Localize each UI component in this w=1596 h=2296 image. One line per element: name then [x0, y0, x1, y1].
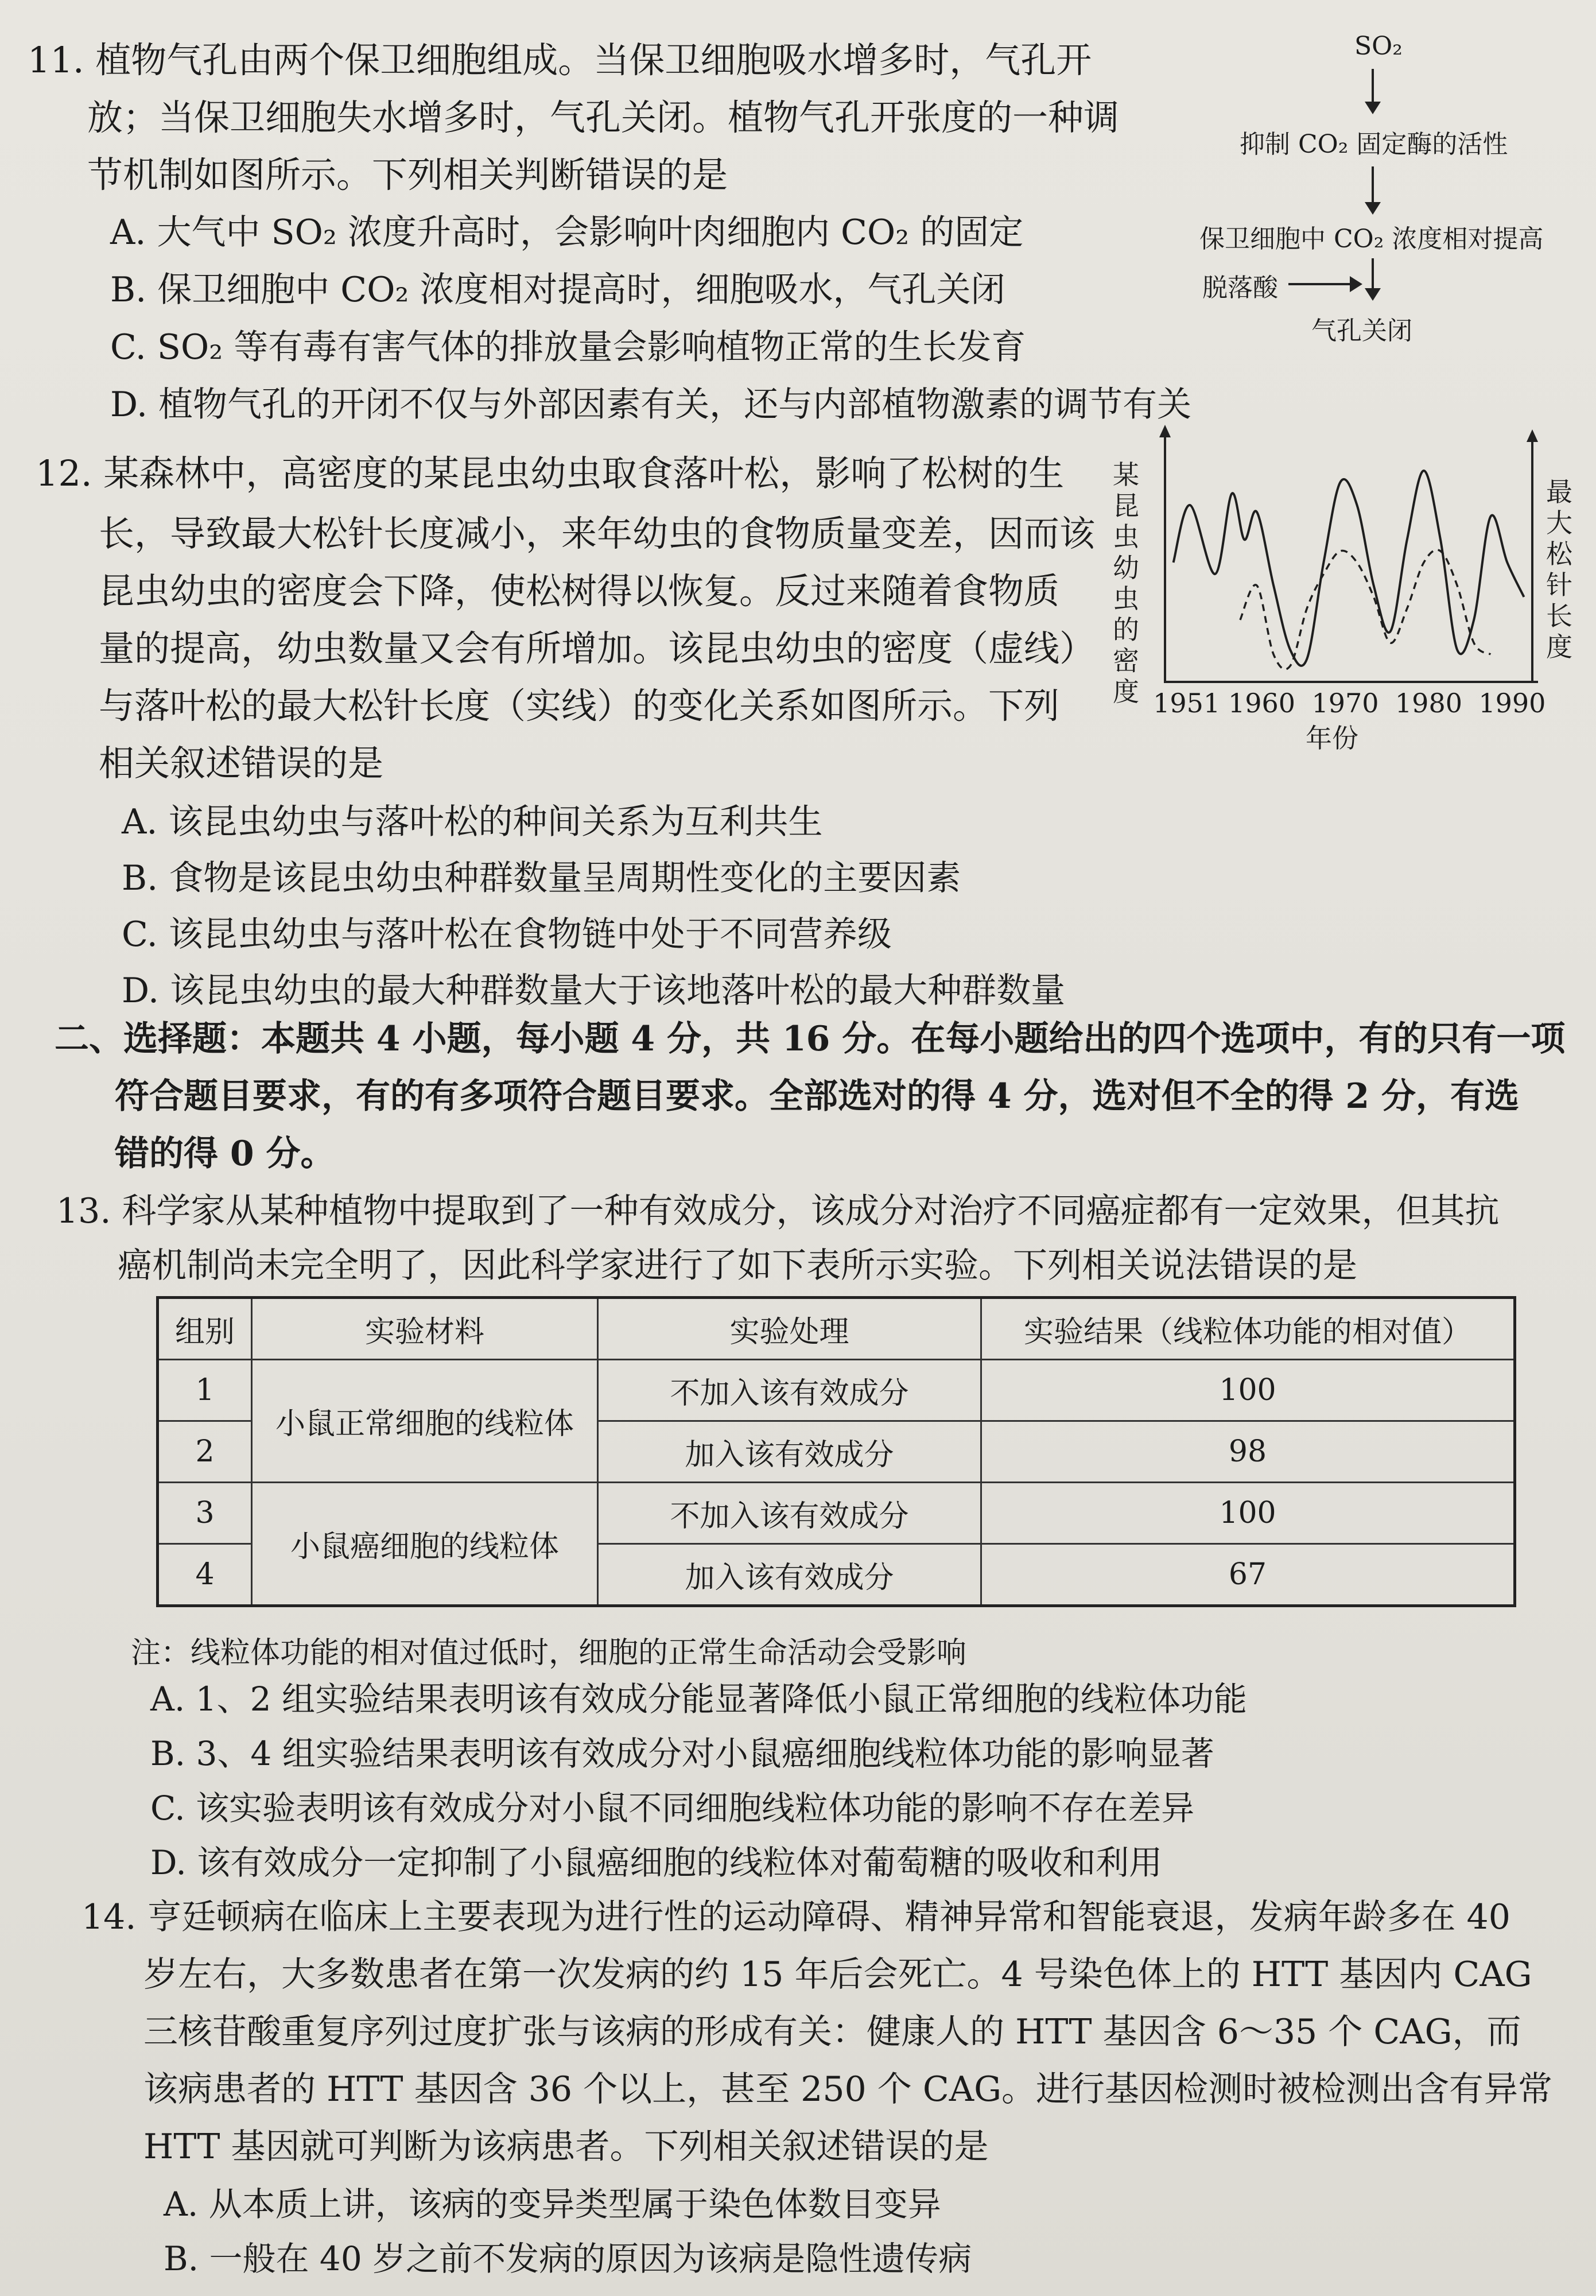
table-cell-material: 小鼠正常细胞的线粒体: [252, 1360, 598, 1483]
flow-aba: 脱落酸: [1202, 273, 1278, 302]
table-cell-treatment: 不加入该有效成分: [598, 1483, 981, 1544]
flow-arrow-down-icon: [1372, 69, 1374, 112]
q11-stem-line-3: 节机制如图所示。下列相关判断错误的是: [87, 154, 728, 196]
table-cell-result: 98: [981, 1421, 1515, 1483]
table-header: 实验处理: [598, 1298, 981, 1360]
table-cell-result: 100: [981, 1483, 1515, 1544]
q13-option-a[interactable]: A. 1、2 组实验结果表明该有效成分能显著降低小鼠正常细胞的线粒体功能: [150, 1680, 1248, 1719]
chart-x-tick-label: 1960: [1228, 688, 1296, 719]
table-cell-treatment: 不加入该有效成分: [598, 1360, 981, 1421]
chart-x-tick-label: 1951: [1153, 688, 1221, 719]
q14-stem-line-1: 14. 亨廷顿病在临床上主要表现为进行性的运动障碍、精神异常和智能衰退，发病年龄多在 40: [81, 1897, 1510, 1937]
q12-stem-line-1: 12. 某森林中，高密度的某昆虫幼虫取食落叶松，影响了松树的生: [36, 452, 1065, 494]
section2-line-1: 二、选择题：本题共 4 小题，每小题 4 分，共 16 分。在每小题给出的四个选项中，有的只有一项: [55, 1019, 1566, 1059]
chart-left-axis-arrow-icon: [1159, 425, 1171, 437]
table-cell-group: 3: [158, 1483, 252, 1544]
q14-stem-line-3: 三核苷酸重复序列过度扩张与该病的形成有关：健康人的 HTT 基因含 6～35 个 CAG，而: [143, 2012, 1521, 2052]
q13-option-c[interactable]: C. 该实验表明该有效成分对小鼠不同细胞线粒体功能的影响不存在差异: [150, 1789, 1195, 1828]
q12-stem-line-6: 相关叙述错误的是: [99, 742, 384, 784]
q11-stem-line-1: 11. 植物气孔由两个保卫细胞组成。当保卫细胞吸水增多时，气孔开: [28, 39, 1092, 81]
chart-x-tick-label: 1980: [1395, 688, 1462, 719]
table-row: [158, 1360, 1515, 1421]
section2-line-3: 错的得 0 分。: [115, 1134, 335, 1174]
table-cell-treatment: 加入该有效成分: [598, 1421, 981, 1483]
chart-x-tick-label: 1970: [1311, 688, 1379, 719]
q13-option-b[interactable]: B. 3、4 组实验结果表明该有效成分对小鼠癌细胞线粒体功能的影响显著: [150, 1734, 1214, 1773]
chart-left-axis-label: 某昆虫幼虫的密度: [1113, 459, 1139, 707]
q11-option-d[interactable]: D. 植物气孔的开闭不仅与外部因素有关，还与内部植物激素的调节有关: [110, 385, 1192, 425]
table-cell-material: 小鼠癌细胞的线粒体: [252, 1483, 598, 1606]
chart-series-larva-density: [1240, 550, 1490, 669]
chart-x-tick-label: 1990: [1478, 688, 1546, 719]
flow-arrow-down-icon: [1372, 166, 1374, 212]
table-row: [158, 1483, 1515, 1544]
chart-series-needle-length: [1174, 471, 1524, 666]
q11-option-b[interactable]: B. 保卫细胞中 CO₂ 浓度相对提高时，细胞吸水，气孔关闭: [110, 270, 1005, 310]
q13-stem-line-2: 癌机制尚未完全明了，因此科学家进行了如下表所示实验。下列相关说法错误的是: [118, 1246, 1357, 1286]
chart-x-axis-label: 年份: [1306, 723, 1358, 754]
q13-option-d[interactable]: D. 该有效成分一定抑制了小鼠癌细胞的线粒体对葡萄糖的吸收和利用: [150, 1843, 1163, 1882]
table-cell-treatment: 加入该有效成分: [598, 1544, 981, 1606]
chart-right-axis-label: 最大松针长度: [1546, 476, 1572, 662]
chart-plot-area: [1142, 425, 1555, 695]
flow-step2: 保卫细胞中 CO₂ 浓度相对提高: [1199, 224, 1544, 254]
q14-option-b[interactable]: B. 一般在 40 岁之前不发病的原因为该病是隐性遗传病: [164, 2239, 972, 2278]
q12-stem-line-2: 长，导致最大松针长度减小，来年幼虫的食物质量变差，因而该: [99, 513, 1096, 554]
q12-option-b[interactable]: B. 食物是该昆虫幼虫种群数量呈周期性变化的主要因素: [122, 858, 961, 898]
q11-stem-line-2: 放；当保卫细胞失水增多时，气孔关闭。植物气孔开张度的一种调: [87, 96, 1120, 138]
section2-line-2: 符合题目要求，有的有多项符合题目要求。全部选对的得 4 分，选对但不全的得 2 分，有选: [115, 1076, 1520, 1116]
table-header: 组别: [158, 1298, 252, 1360]
q14-stem-line-4: 该病患者的 HTT 基因含 36 个以上，甚至 250 个 CAG。进行基因检测时被检测出含有异常: [143, 2069, 1553, 2109]
table-cell-group: 2: [158, 1421, 252, 1483]
flow-arrow-down-icon: [1372, 258, 1374, 298]
table-cell-result: 67: [981, 1544, 1515, 1606]
flow-so2: SO₂: [1354, 32, 1403, 61]
table-cell-group: 1: [158, 1360, 252, 1421]
q14-option-a[interactable]: A. 从本质上讲，该病的变异类型属于染色体数目变异: [164, 2185, 941, 2224]
q12-stem-line-5: 与落叶松的最大松针长度（实线）的变化关系如图所示。下列: [99, 685, 1060, 727]
q12-option-c[interactable]: C. 该昆虫幼虫与落叶松在食物链中处于不同营养级: [122, 914, 892, 955]
q12-option-a[interactable]: A. 该昆虫幼虫与落叶松的种间关系为互利共生: [122, 802, 823, 842]
table-header: 实验材料: [252, 1298, 598, 1360]
table-cell-group: 4: [158, 1544, 252, 1606]
q11-option-c[interactable]: C. SO₂ 等有毒有害气体的排放量会影响植物正常的生长发育: [110, 327, 1026, 367]
q13-table-note: 注：线粒体功能的相对值过低时，细胞的正常生命活动会受影响: [131, 1636, 967, 1670]
q14-stem-line-5: HTT 基因就可判断为该病患者。下列相关叙述错误的是: [143, 2127, 989, 2167]
flow-result: 气孔关闭: [1311, 316, 1412, 346]
q14-stem-line-2: 岁左右，大多数患者在第一次发病的约 15 年后会死亡。4 号染色体上的 HTT 基因内 CAG: [143, 1954, 1532, 1995]
q13-stem-line-1: 13. 科学家从某种植物中提取到了一种有效成分，该成分对治疗不同癌症都有一定效果，但其抗: [56, 1191, 1500, 1231]
q12-stem-line-3: 昆虫幼虫的密度会下降，使松树得以恢复。反过来随着食物质: [99, 570, 1060, 612]
q12-stem-line-4: 量的提高，幼虫数量又会有所增加。该昆虫幼虫的密度（虚线）: [99, 627, 1096, 669]
chart-right-axis-arrow-icon: [1527, 429, 1538, 442]
q11-option-a[interactable]: A. 大气中 SO₂ 浓度升高时，会影响叶肉细胞内 CO₂ 的固定: [110, 212, 1024, 253]
q13-experiment-table: [156, 1296, 1516, 1607]
flow-arrow-right-icon: [1288, 283, 1360, 285]
q12-option-d[interactable]: D. 该昆虫幼虫的最大种群数量大于该地落叶松的最大种群数量: [122, 971, 1066, 1011]
table-header-row: [158, 1298, 1515, 1360]
table-header: 实验结果（线粒体功能的相对值）: [981, 1298, 1515, 1360]
table-cell-result: 100: [981, 1360, 1515, 1421]
flow-step1: 抑制 CO₂ 固定酶的活性: [1240, 130, 1508, 159]
